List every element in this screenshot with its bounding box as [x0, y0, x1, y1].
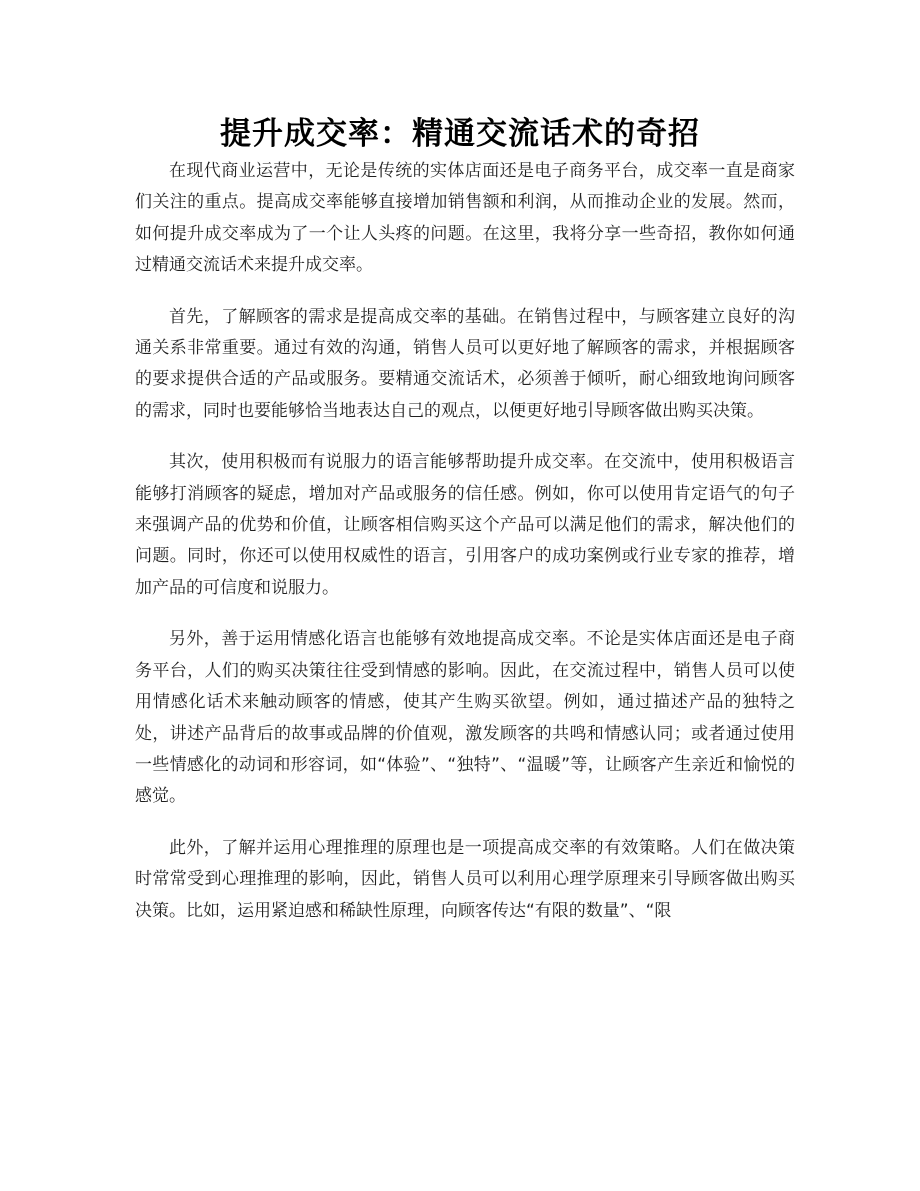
- paragraph-1: 在现代商业运营中，无论是传统的实体店面还是电子商务平台，成交率一直是商家们关注的重点。提高成交率能够直接增加销售额和利润，从而推动企业的发展。然而，如何提升成交率成为了一个让人头疼的问题。在这里，我将分享一些奇招，教你如何通过精通交流话术来提升成交率。: [135, 161, 795, 276]
- paragraph-3: 其次，使用积极而有说服力的语言能够帮助提升成交率。在交流中，使用积极语言能够打消顾客的疑虑，增加对产品或服务的信任感。例如，你可以使用肯定语气的句子来强调产品的优势和价值，让顾客相信购买这个产品可以满足他们的需求，解决他们的问题。同时，你还可以使用权威性的语言，引用客户的成功案例或行业专家的推荐，增加产品的可信度和说服力。: [135, 452, 795, 598]
- paragraph-5: 此外，了解并运用心理推理的原理也是一项提高成交率的有效策略。人们在做决策时常常受到心理推理的影响，因此，销售人员可以利用心理学原理来引导顾客做出购买决策。比如，运用紧迫感和稀缺性原理，向顾客传达“有限的数量”、“限: [135, 837, 795, 921]
- paragraph-2: 首先，了解顾客的需求是提高成交率的基础。在销售过程中，与顾客建立良好的沟通关系非常重要。通过有效的沟通，销售人员可以更好地了解顾客的需求，并根据顾客的要求提供合适的产品或服务。要精通交流话术，必须善于倾听，耐心细致地询问顾客的需求，同时也要能够恰当地表达自己的观点，以便更好地引导顾客做出购买决策。: [135, 306, 795, 421]
- paragraph-4: 另外，善于运用情感化语言也能够有效地提高成交率。不论是实体店面还是电子商务平台，人们的购买决策往往受到情感的影响。因此，在交流过程中，销售人员可以使用情感化话术来触动顾客的情感，使其产生购买欲望。例如，通过描述产品的独特之处，讲述产品背后的故事或品牌的价值观，激发顾客的共鸣和情感认同；或者通过使用一些情感化的动词和形容词，如“体验”、“独特”、“温暖”等，让顾客产生亲近和愉悦的感觉。: [135, 629, 795, 807]
- document-body: [135, 156, 795, 947]
- document-title: 提升成交率：精通交流话术的奇招: [220, 116, 700, 152]
